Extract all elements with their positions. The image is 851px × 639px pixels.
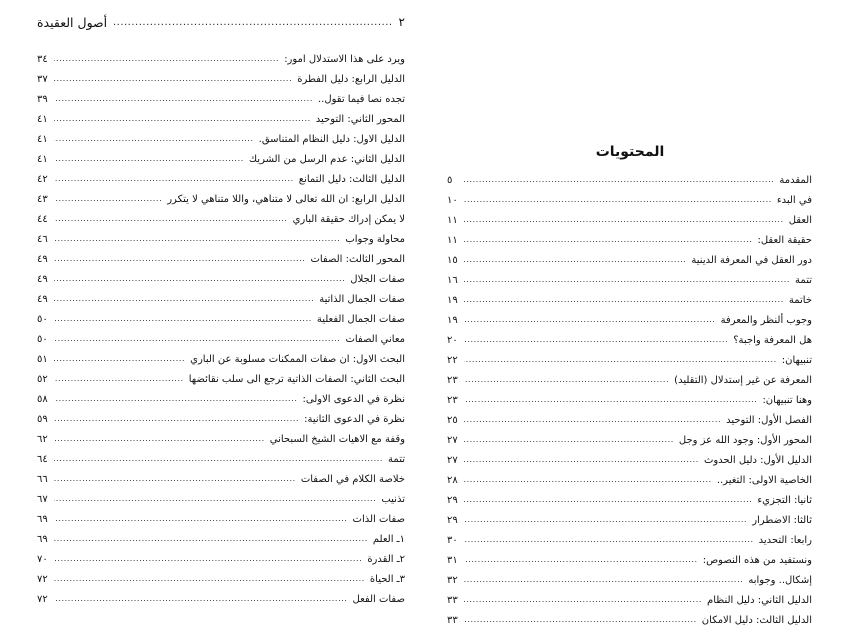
toc-entry[interactable]	[447, 170, 812, 190]
toc-entry-page: ١٠	[447, 194, 458, 206]
toc-entry-title: الدليل الثالث: دليل التمانع	[298, 173, 405, 185]
dot-leader	[464, 274, 790, 286]
toc-entry-page: ٣٢	[447, 574, 458, 586]
toc-entry[interactable]	[447, 410, 812, 430]
toc-entry[interactable]	[37, 349, 405, 369]
toc-entry-title: المحور الثاني: التوحيد	[315, 113, 405, 125]
toc-entry-page: ١٩	[447, 314, 458, 326]
toc-entry-title: صفات الجمال الذاتية	[319, 293, 405, 305]
dot-leader	[54, 253, 305, 265]
toc-entry-page: ٣١	[447, 554, 458, 566]
toc-entry-page: ٧٢	[37, 573, 48, 585]
toc-entry-title: لا يمكن إدراك حقيقة الباري	[292, 213, 405, 225]
toc-entry-title: صفات الجلال	[350, 273, 405, 285]
toc-entry-title: الدليل الثالث: دليل الامكان	[701, 614, 812, 626]
dot-leader	[54, 93, 313, 105]
dot-leader	[464, 314, 716, 326]
toc-entry[interactable]	[447, 310, 812, 330]
toc-entry-page: ٢٠	[447, 334, 458, 346]
left-page	[0, 0, 425, 639]
toc-entry[interactable]	[37, 269, 405, 289]
toc-entry[interactable]	[447, 330, 812, 350]
toc-entry-page: ١٦	[447, 274, 458, 286]
toc-entry-page: ٢٥	[447, 414, 458, 426]
dot-leader	[54, 413, 299, 425]
dot-leader	[54, 593, 348, 605]
dot-leader	[54, 553, 362, 565]
toc-list-left	[37, 49, 405, 609]
toc-entry-title: الدليل الأول: دليل الحدوث	[703, 454, 812, 466]
dot-leader	[464, 414, 721, 426]
dot-leader	[464, 534, 754, 546]
dot-leader	[54, 213, 288, 225]
toc-entry-page: ٢٣	[447, 394, 458, 406]
toc-entry[interactable]	[37, 49, 405, 69]
toc-entry-title: تجده نصا فيما تقول..	[317, 93, 405, 105]
toc-entry-page: ٤٩	[37, 253, 48, 265]
dot-leader	[54, 393, 298, 405]
toc-entry-title: ثالثا: الاضطرار	[752, 514, 812, 526]
book-title: أصول العقيدة	[37, 14, 108, 30]
dot-leader	[54, 433, 265, 445]
dot-leader	[54, 293, 314, 305]
dot-leader	[54, 493, 376, 505]
toc-entry-title: نظرة في الدعوى الثانية:	[304, 413, 405, 425]
toc-entry-title: صفات الفعل	[352, 593, 405, 605]
toc-entry[interactable]	[37, 309, 405, 329]
dot-leader	[54, 193, 162, 205]
toc-entry-title: ٢ـ القدرة	[367, 553, 405, 565]
toc-entry-page: ٤٩	[37, 293, 48, 305]
toc-entry-title: تتمة	[388, 453, 405, 465]
dot-leader	[54, 533, 368, 545]
toc-entry-page: ٤١	[37, 153, 48, 165]
dot-leader	[464, 214, 784, 226]
toc-entry[interactable]	[37, 369, 405, 389]
toc-entry-title: محاولة وجواب	[345, 233, 405, 245]
toc-entry-title: ثانيا: التجزيء	[757, 494, 812, 506]
toc-entry[interactable]	[447, 230, 812, 250]
toc-entry[interactable]	[37, 409, 405, 429]
toc-entry[interactable]	[447, 530, 812, 550]
dot-leader	[464, 614, 697, 626]
toc-entry[interactable]	[447, 490, 812, 510]
toc-entry-page: ١١	[447, 214, 458, 226]
toc-entry-page: ٥٩	[37, 413, 48, 425]
dot-leader	[464, 174, 774, 186]
toc-entry-page: ٣٣	[447, 594, 458, 606]
toc-entry-title: خاتمة	[788, 294, 812, 306]
dot-leader	[464, 434, 674, 446]
dot-leader	[54, 53, 279, 65]
toc-entry[interactable]	[447, 350, 812, 370]
toc-entry-title: ويرد على هذا الاستدلال امور:	[284, 53, 405, 65]
contents-heading: المحتويات	[595, 144, 665, 160]
toc-entry-page: ٢٢	[447, 354, 458, 366]
toc-entry[interactable]	[447, 430, 812, 450]
toc-entry[interactable]	[37, 509, 405, 529]
toc-entry-title: البحث الاول: ان صفات الممكنات مسلوبة عن الباري	[190, 353, 405, 365]
toc-entry-page: ٦٩	[37, 513, 48, 525]
dot-leader	[54, 153, 244, 165]
dot-leader	[54, 513, 348, 525]
toc-entry-title: الدليل الرابع: ان الله تعالى لا متناهي، واللا متناهي لا يتكرر	[167, 193, 405, 205]
toc-entry[interactable]	[37, 429, 405, 449]
toc-entry-page: ٢٧	[447, 454, 458, 466]
toc-entry-title: هل المعرفة واجبة؟	[733, 334, 812, 346]
toc-entry-page: ٥١	[37, 353, 48, 365]
toc-entry-page: ١١	[447, 234, 458, 246]
dot-leader	[54, 573, 365, 585]
dot-leader	[464, 394, 757, 406]
dot-leader	[54, 133, 254, 145]
right-page	[425, 0, 851, 639]
toc-entry[interactable]	[37, 89, 405, 109]
toc-entry[interactable]	[37, 549, 405, 569]
toc-entry[interactable]	[37, 449, 405, 469]
toc-entry[interactable]	[447, 270, 812, 290]
toc-entry-page: ٦٢	[37, 433, 48, 445]
dot-leader	[464, 254, 686, 266]
dot-leader	[464, 354, 777, 366]
toc-entry-page: ٢٣	[447, 374, 458, 386]
toc-entry-page: ١٩	[447, 294, 458, 306]
running-header	[37, 13, 405, 31]
toc-entry[interactable]	[447, 510, 812, 530]
toc-entry-page: ٥٨	[37, 393, 48, 405]
toc-entry-page: ٤٣	[37, 193, 48, 205]
dot-leader	[464, 574, 743, 586]
toc-entry-page: ٦٤	[37, 453, 48, 465]
dot-leader	[464, 494, 752, 506]
toc-entry-title: صفات الجمال الفعلية	[316, 313, 405, 325]
toc-entry-page: ٤٦	[37, 233, 48, 245]
toc-entry-page: ٤١	[37, 113, 48, 125]
dot-leader	[54, 453, 383, 465]
toc-list-right	[447, 170, 812, 630]
toc-entry-page: ١٥	[447, 254, 458, 266]
toc-entry-title: رابعا: التحديد	[758, 534, 812, 546]
dot-leader	[54, 273, 345, 285]
toc-entry-page: ٥	[447, 174, 453, 186]
dot-leader	[113, 17, 392, 28]
dot-leader	[54, 353, 185, 365]
toc-entry[interactable]	[37, 209, 405, 229]
toc-entry-title: في البدء	[776, 194, 812, 206]
dot-leader	[54, 113, 311, 125]
toc-entry[interactable]	[447, 390, 812, 410]
toc-entry[interactable]	[37, 489, 405, 509]
toc-entry[interactable]	[37, 249, 405, 269]
dot-leader	[464, 374, 669, 386]
toc-entry-page: ٦٧	[37, 493, 48, 505]
dot-leader	[464, 294, 784, 306]
toc-entry[interactable]	[37, 149, 405, 169]
toc-entry-page: ٢٩	[447, 494, 458, 506]
dot-leader	[464, 474, 712, 486]
toc-entry[interactable]	[447, 590, 812, 610]
toc-entry-title: تذنيب	[381, 493, 405, 505]
toc-entry-page: ٤١	[37, 133, 48, 145]
toc-entry[interactable]	[37, 129, 405, 149]
toc-entry-title: وجوب ألنظر والمعرفة	[720, 314, 812, 326]
toc-entry-title: الخاصية الاولى: التغير..	[716, 474, 812, 486]
toc-entry[interactable]	[447, 210, 812, 230]
dot-leader	[464, 554, 698, 566]
toc-entry-title: صفات الذات	[352, 513, 405, 525]
dot-leader	[54, 473, 296, 485]
dot-leader	[464, 334, 728, 346]
toc-entry[interactable]	[447, 470, 812, 490]
dot-leader	[464, 514, 747, 526]
toc-entry-title: ونستفيد من هذه النصوص:	[702, 554, 812, 566]
toc-entry-title: العقل	[788, 214, 812, 226]
dot-leader	[54, 73, 292, 85]
toc-entry-page: ٧٠	[37, 553, 48, 565]
toc-entry[interactable]	[37, 69, 405, 89]
toc-entry-title: الدليل الثاني: عدم الرسل من الشريك	[248, 153, 405, 165]
dot-leader	[54, 373, 184, 385]
toc-entry[interactable]	[447, 250, 812, 270]
toc-entry[interactable]	[37, 189, 405, 209]
toc-entry-page: ٢٧	[447, 434, 458, 446]
toc-entry[interactable]	[37, 169, 405, 189]
toc-entry-page: ٤٩	[37, 273, 48, 285]
toc-entry-page: ٣٠	[447, 534, 458, 546]
dot-leader	[464, 234, 752, 246]
dot-leader	[464, 454, 699, 466]
toc-entry[interactable]	[37, 289, 405, 309]
toc-entry-page: ٣٣	[447, 614, 458, 626]
dot-leader	[54, 313, 312, 325]
toc-entry-page: ٦٩	[37, 533, 48, 545]
toc-entry-page: ٣٩	[37, 93, 48, 105]
toc-entry-title: المحور الثالث: الصفات	[310, 253, 405, 265]
toc-entry-page: ٣٧	[37, 73, 48, 85]
toc-entry[interactable]	[447, 550, 812, 570]
toc-entry-page: ٥٢	[37, 373, 48, 385]
toc-entry[interactable]	[37, 229, 405, 249]
toc-entry-title: المحور الأول: وجود الله عز وجل	[678, 434, 812, 446]
toc-entry-title: دور العقل في المعرفة الدينية	[691, 254, 812, 266]
dot-leader	[464, 194, 772, 206]
toc-entry[interactable]	[447, 190, 812, 210]
toc-entry[interactable]	[37, 329, 405, 349]
toc-entry[interactable]	[37, 469, 405, 489]
toc-entry[interactable]	[447, 610, 812, 630]
toc-entry-page: ٢٨	[447, 474, 458, 486]
dot-leader	[54, 233, 340, 245]
toc-entry-title: المعرفة عن غير إستدلال (التقليد)	[674, 374, 812, 386]
toc-entry-title: خلاصة الكلام في الصفات	[300, 473, 405, 485]
dot-leader	[54, 173, 294, 185]
toc-entry[interactable]	[37, 589, 405, 609]
toc-entry-title: وقفة مع الاهيات الشيخ السبحاني	[269, 433, 405, 445]
toc-entry-title: المقدمة	[779, 174, 812, 186]
toc-entry-title: تتمة	[795, 274, 812, 286]
toc-entry-page: ٧٢	[37, 593, 48, 605]
toc-entry-page: ٣٤	[37, 53, 48, 65]
toc-entry-title: وهنا تنبيهان:	[762, 394, 812, 406]
toc-entry-page: ٤٢	[37, 173, 48, 185]
toc-entry[interactable]	[447, 290, 812, 310]
toc-entry-title: إشكال.. وجوابه	[748, 574, 812, 586]
toc-entry-title: نظرة في الدعوى الاولى:	[302, 393, 405, 405]
toc-entry[interactable]	[447, 570, 812, 590]
toc-entry-page: ٢٩	[447, 514, 458, 526]
dot-leader	[464, 594, 702, 606]
toc-entry-page: ٥٠	[37, 313, 48, 325]
toc-entry-title: الدليل الرابع: دليل الفطرة	[297, 73, 405, 85]
toc-entry-page: ٥٠	[37, 333, 48, 345]
toc-entry[interactable]	[447, 370, 812, 390]
toc-entry-title: الدليل الثاني: دليل النظام	[707, 594, 812, 606]
toc-entry-title: ١ـ العلم	[372, 533, 405, 545]
toc-entry-title: الفصل الأول: التوحيد	[726, 414, 812, 426]
page-number: ٢	[398, 15, 405, 29]
dot-leader	[54, 333, 340, 345]
toc-entry[interactable]	[37, 569, 405, 589]
toc-entry-page: ٤٤	[37, 213, 48, 225]
toc-entry-title: البحث الثاني: الصفات الذاتية ترجع الى سلب نقائضها	[188, 373, 405, 385]
toc-entry[interactable]	[447, 450, 812, 470]
toc-entry-title: تنبيهان:	[781, 354, 812, 366]
toc-entry[interactable]	[37, 109, 405, 129]
toc-entry-title: حقيقة العقل:	[757, 234, 812, 246]
toc-entry-title: معاني الصفات	[345, 333, 405, 345]
toc-entry-title: ٣ـ الحياة	[369, 573, 405, 585]
toc-entry-title: الدليل الاول: دليل النظام المتناسق.	[258, 133, 405, 145]
toc-entry[interactable]	[37, 529, 405, 549]
toc-entry-page: ٦٦	[37, 473, 48, 485]
toc-entry[interactable]	[37, 389, 405, 409]
